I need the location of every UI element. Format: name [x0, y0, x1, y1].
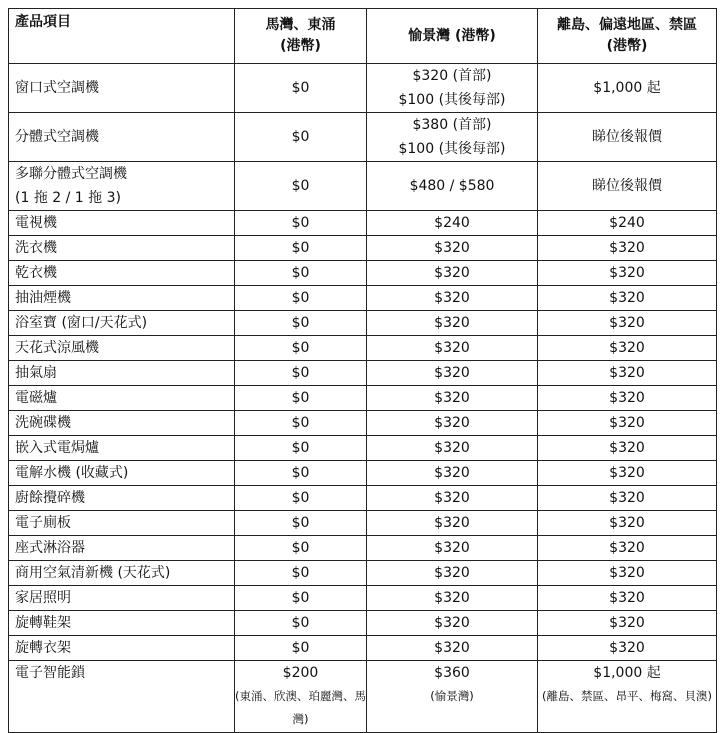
cell-text: 電磁爐: [15, 390, 57, 406]
cell-text: $1,000 起: [593, 665, 661, 681]
cell-text: $320: [609, 415, 645, 431]
product-name: [9, 561, 235, 586]
table-row: [9, 261, 717, 286]
price-outlying-islands: [538, 64, 717, 113]
price-ma-wan-tung-chung: [235, 561, 367, 586]
cell-note: (東涌、欣澳、珀麗灣、馬灣): [235, 689, 366, 726]
price-ma-wan-tung-chung: [235, 286, 367, 311]
table-row: [9, 286, 717, 311]
cell-text: $320: [609, 340, 645, 356]
cell-text: $320: [434, 565, 470, 581]
price-discovery-bay: [367, 64, 538, 113]
cell-text: 睇位後報價: [592, 178, 662, 194]
product-name: [9, 511, 235, 536]
table-row: [9, 511, 717, 536]
price-outlying-islands: [538, 636, 717, 661]
cell-text: $100 (其後每部): [398, 141, 506, 157]
price-discovery-bay: [367, 113, 538, 162]
cell-text: $360: [434, 665, 470, 681]
cell-text: $0: [291, 415, 310, 431]
table-row: [9, 536, 717, 561]
cell-text: $320: [434, 340, 470, 356]
cell-text: $320: [434, 615, 470, 631]
price-outlying-islands: [538, 411, 717, 436]
cell-text: 睇位後報價: [592, 129, 662, 145]
cell-text: 抽氣扇: [15, 365, 57, 381]
cell-text: $320: [434, 315, 470, 331]
cell-text: 抽油煙機: [15, 290, 71, 306]
price-discovery-bay: [367, 561, 538, 586]
table-row: [9, 661, 717, 733]
price-discovery-bay: [367, 162, 538, 211]
price-discovery-bay: [367, 611, 538, 636]
cell-text: $200: [282, 665, 319, 681]
price-discovery-bay: [367, 311, 538, 336]
cell-text: $320: [609, 490, 645, 506]
cell-text: $320: [434, 440, 470, 456]
product-name: [9, 536, 235, 561]
product-name: [9, 661, 235, 733]
price-outlying-islands: [538, 436, 717, 461]
price-outlying-islands: [538, 236, 717, 261]
cell-text: $320: [434, 415, 470, 431]
price-ma-wan-tung-chung: [235, 486, 367, 511]
cell-text: $0: [291, 178, 310, 194]
cell-text: $0: [291, 365, 310, 381]
cell-text: $320: [609, 390, 645, 406]
cell-text: $320: [434, 640, 470, 656]
price-discovery-bay: [367, 586, 538, 611]
cell-text: $320: [609, 590, 645, 606]
price-ma-wan-tung-chung: [235, 536, 367, 561]
product-name: [9, 64, 235, 113]
product-name: [9, 311, 235, 336]
table-row: [9, 586, 717, 611]
price-outlying-islands: [538, 486, 717, 511]
price-outlying-islands: [538, 461, 717, 486]
price-outlying-islands: [538, 113, 717, 162]
cell-text: $320: [609, 515, 645, 531]
price-ma-wan-tung-chung: [235, 211, 367, 236]
cell-text: $320: [434, 590, 470, 606]
table-row: [9, 64, 717, 113]
cell-text: $320: [609, 465, 645, 481]
cell-text: (1 拖 2 / 1 拖 3): [15, 190, 121, 206]
cell-text: 電視機: [15, 215, 57, 231]
header-ma-wan-tung-chung: 馬灣、東涌 (港幣): [235, 9, 367, 64]
table-row: [9, 336, 717, 361]
cell-text: 浴室寶 (窗口/天花式): [15, 315, 148, 331]
price-outlying-islands: [538, 561, 717, 586]
product-name: [9, 261, 235, 286]
price-ma-wan-tung-chung: [235, 386, 367, 411]
cell-text: $0: [291, 290, 310, 306]
price-discovery-bay: [367, 236, 538, 261]
header-product: 產品項目: [9, 9, 235, 64]
price-discovery-bay: [367, 636, 538, 661]
product-name: [9, 586, 235, 611]
cell-text: $320: [609, 440, 645, 456]
price-ma-wan-tung-chung: [235, 436, 367, 461]
table-row: [9, 311, 717, 336]
cell-text: $0: [291, 565, 310, 581]
product-name: [9, 436, 235, 461]
price-ma-wan-tung-chung: [235, 236, 367, 261]
cell-text: 廚餘攪碎機: [15, 490, 85, 506]
table-row: [9, 211, 717, 236]
table-row: [9, 386, 717, 411]
cell-text: 旋轉鞋架: [15, 615, 71, 631]
cell-text: $0: [291, 80, 310, 96]
table-row: [9, 561, 717, 586]
table-row: [9, 411, 717, 436]
price-ma-wan-tung-chung: [235, 311, 367, 336]
cell-text: $320: [609, 565, 645, 581]
price-discovery-bay: [367, 361, 538, 386]
price-discovery-bay: [367, 336, 538, 361]
cell-text: $480 / $580: [409, 178, 495, 194]
price-outlying-islands: [538, 586, 717, 611]
cell-text: $240: [434, 215, 470, 231]
cell-text: $320: [609, 615, 645, 631]
cell-text: $0: [291, 340, 310, 356]
price-outlying-islands: [538, 386, 717, 411]
cell-text: $320: [609, 265, 645, 281]
cell-text: $320: [609, 365, 645, 381]
table-row: [9, 461, 717, 486]
price-outlying-islands: [538, 211, 717, 236]
product-name: [9, 361, 235, 386]
cell-text: $0: [291, 440, 310, 456]
price-outlying-islands: [538, 661, 717, 733]
price-ma-wan-tung-chung: [235, 64, 367, 113]
cell-text: $320: [434, 515, 470, 531]
cell-text: $0: [291, 465, 310, 481]
price-ma-wan-tung-chung: [235, 611, 367, 636]
header-outlying-islands: 離島、偏遠地區、禁區 (港幣): [538, 9, 717, 64]
price-discovery-bay: [367, 261, 538, 286]
product-name: [9, 411, 235, 436]
price-outlying-islands: [538, 336, 717, 361]
price-discovery-bay: [367, 386, 538, 411]
cell-text: 乾衣機: [15, 265, 57, 281]
price-outlying-islands: [538, 162, 717, 211]
table-row: [9, 361, 717, 386]
price-discovery-bay: [367, 536, 538, 561]
cell-text: $0: [291, 640, 310, 656]
product-name: [9, 636, 235, 661]
cell-text: 洗碗碟機: [15, 415, 71, 431]
cell-text: 天花式涼風機: [15, 340, 99, 356]
header-row: [9, 9, 717, 64]
cell-text: 電子廁板: [15, 515, 71, 531]
cell-text: $320 (首部): [412, 68, 492, 84]
price-ma-wan-tung-chung: [235, 636, 367, 661]
cell-text: $320: [434, 540, 470, 556]
price-ma-wan-tung-chung: [235, 336, 367, 361]
product-name: [9, 162, 235, 211]
product-name: [9, 386, 235, 411]
price-outlying-islands: [538, 361, 717, 386]
cell-text: 商用空氣清新機 (天花式): [15, 565, 171, 581]
table-row: [9, 611, 717, 636]
product-name: [9, 461, 235, 486]
cell-text: $0: [291, 540, 310, 556]
price-outlying-islands: [538, 511, 717, 536]
price-discovery-bay: [367, 661, 538, 733]
cell-text: 座式淋浴器: [15, 540, 85, 556]
price-discovery-bay: [367, 461, 538, 486]
cell-text: $320: [609, 315, 645, 331]
cell-text: $320: [434, 290, 470, 306]
cell-text: $0: [291, 240, 310, 256]
cell-text: $0: [291, 390, 310, 406]
product-name: [9, 236, 235, 261]
cell-text: 分體式空調機: [15, 129, 99, 145]
table-row: [9, 113, 717, 162]
cell-text: $1,000 起: [593, 80, 661, 96]
table-row: [9, 436, 717, 461]
price-discovery-bay: [367, 411, 538, 436]
cell-text: $320: [434, 490, 470, 506]
cell-text: 嵌入式電焗爐: [15, 440, 99, 456]
cell-text: $0: [291, 315, 310, 331]
cell-text: $320: [434, 265, 470, 281]
cell-text: 電子智能鎖: [15, 665, 85, 681]
price-outlying-islands: [538, 311, 717, 336]
cell-text: 洗衣機: [15, 240, 57, 256]
cell-text: $0: [291, 590, 310, 606]
cell-text: $320: [434, 365, 470, 381]
price-discovery-bay: [367, 211, 538, 236]
price-ma-wan-tung-chung: [235, 411, 367, 436]
cell-text: 窗口式空調機: [15, 80, 99, 96]
cell-note: (愉景灣): [430, 689, 474, 703]
price-outlying-islands: [538, 286, 717, 311]
price-discovery-bay: [367, 286, 538, 311]
price-outlying-islands: [538, 261, 717, 286]
cell-note: (離島、禁區、昂平、梅窩、貝澳): [542, 689, 712, 703]
cell-text: 家居照明: [15, 590, 71, 606]
price-discovery-bay: [367, 486, 538, 511]
cell-text: $0: [291, 615, 310, 631]
cell-text: $320: [609, 290, 645, 306]
price-outlying-islands: [538, 536, 717, 561]
cell-text: $0: [291, 129, 310, 145]
cell-text: $320: [434, 465, 470, 481]
table-row: [9, 486, 717, 511]
price-discovery-bay: [367, 511, 538, 536]
product-name: [9, 113, 235, 162]
price-ma-wan-tung-chung: [235, 261, 367, 286]
product-name: [9, 611, 235, 636]
cell-text: 旋轉衣架: [15, 640, 71, 656]
price-ma-wan-tung-chung: [235, 586, 367, 611]
cell-text: $320: [434, 240, 470, 256]
cell-text: $0: [291, 490, 310, 506]
cell-text: $320: [609, 540, 645, 556]
price-outlying-islands: [538, 611, 717, 636]
cell-text: $380 (首部): [412, 117, 492, 133]
cell-text: $0: [291, 215, 310, 231]
cell-text: $320: [434, 390, 470, 406]
product-name: [9, 486, 235, 511]
cell-text: 多聯分體式空調機: [15, 166, 127, 182]
cell-text: $320: [609, 240, 645, 256]
table-row: [9, 162, 717, 211]
header-discovery-bay: 愉景灣 (港幣): [367, 9, 538, 64]
price-ma-wan-tung-chung: [235, 361, 367, 386]
cell-text: 電解水機 (收藏式): [15, 465, 129, 481]
price-ma-wan-tung-chung: [235, 511, 367, 536]
price-discovery-bay: [367, 436, 538, 461]
cell-text: $240: [609, 215, 645, 231]
product-name: [9, 336, 235, 361]
cell-text: $0: [291, 265, 310, 281]
price-table: [8, 8, 717, 733]
price-ma-wan-tung-chung: [235, 661, 367, 733]
cell-text: $100 (其後每部): [398, 92, 506, 108]
cell-text: $0: [291, 515, 310, 531]
table-row: [9, 636, 717, 661]
price-ma-wan-tung-chung: [235, 162, 367, 211]
table-row: [9, 236, 717, 261]
price-ma-wan-tung-chung: [235, 113, 367, 162]
price-ma-wan-tung-chung: [235, 461, 367, 486]
cell-text: $320: [609, 640, 645, 656]
product-name: [9, 211, 235, 236]
product-name: [9, 286, 235, 311]
